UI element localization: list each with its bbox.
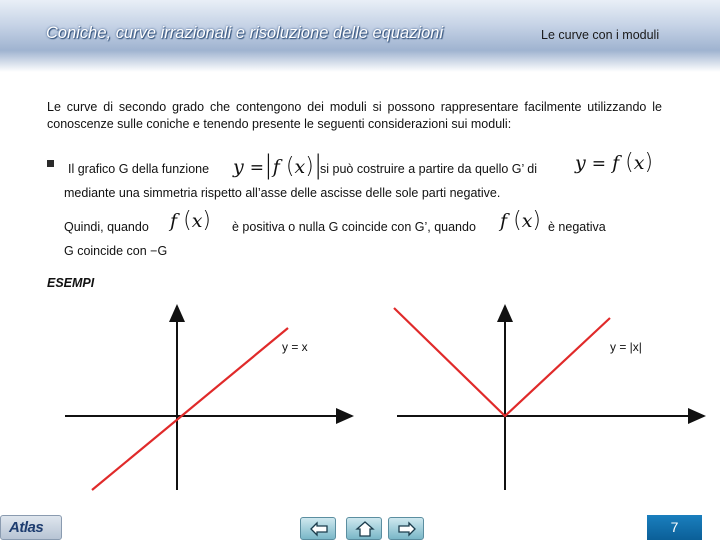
slide-subtitle: Le curve con i moduli <box>541 28 660 42</box>
formula-f-x-2: f (x) <box>500 208 541 233</box>
bullet-text-3b: è positiva o nulla G coincide con G’, quando <box>232 220 476 234</box>
bullet-text-1b: si può costruire a partire da quello G’ di <box>320 162 538 176</box>
bullet-text-4: G coincide con −G <box>64 244 168 258</box>
bullet-marker <box>47 160 54 167</box>
home-icon <box>355 521 375 537</box>
formula-y-f-x: y = f (x) <box>575 150 654 175</box>
atlas-logo[interactable]: Atlas <box>0 515 62 540</box>
bullet-text-3c: è negativa <box>548 220 606 234</box>
graph-y-equals-x <box>60 300 360 495</box>
home-button[interactable] <box>346 517 382 540</box>
arrow-left-icon <box>309 521 329 537</box>
slide-title: Coniche, curve irrazionali e risoluzione delle equazioni <box>46 24 444 42</box>
graph-y-equals-abs-x <box>392 300 710 495</box>
slide-header <box>0 0 720 72</box>
graph-label-2: y = |x| <box>610 340 642 354</box>
prev-button[interactable] <box>300 517 336 540</box>
bullet-text-1a: Il grafico G della funzione <box>68 162 210 176</box>
next-button[interactable] <box>388 517 424 540</box>
graph-label-1: y = x <box>282 340 308 354</box>
examples-title: ESEMPI <box>47 276 95 290</box>
formula-y-abs-f-x: y =|f (x)| <box>233 150 323 180</box>
intro-paragraph: Le curve di secondo grado che contengono dei moduli si possono rappresentare facilmente utilizzando le conoscenze sulle coniche e tenendo presente le seguenti considerazioni sui moduli: <box>47 100 662 131</box>
bullet-text-3a: Quindi, quando <box>64 220 149 234</box>
formula-f-x-1: f (x) <box>170 208 211 233</box>
page-number: 7 <box>647 515 702 540</box>
bullet-text-2: mediante una simmetria rispetto all’asse delle ascisse delle sole parti negative. <box>64 186 501 200</box>
arrow-right-icon <box>397 521 417 537</box>
graph-line-y-abs-x <box>394 308 610 416</box>
graph-line-y-x <box>92 328 288 490</box>
